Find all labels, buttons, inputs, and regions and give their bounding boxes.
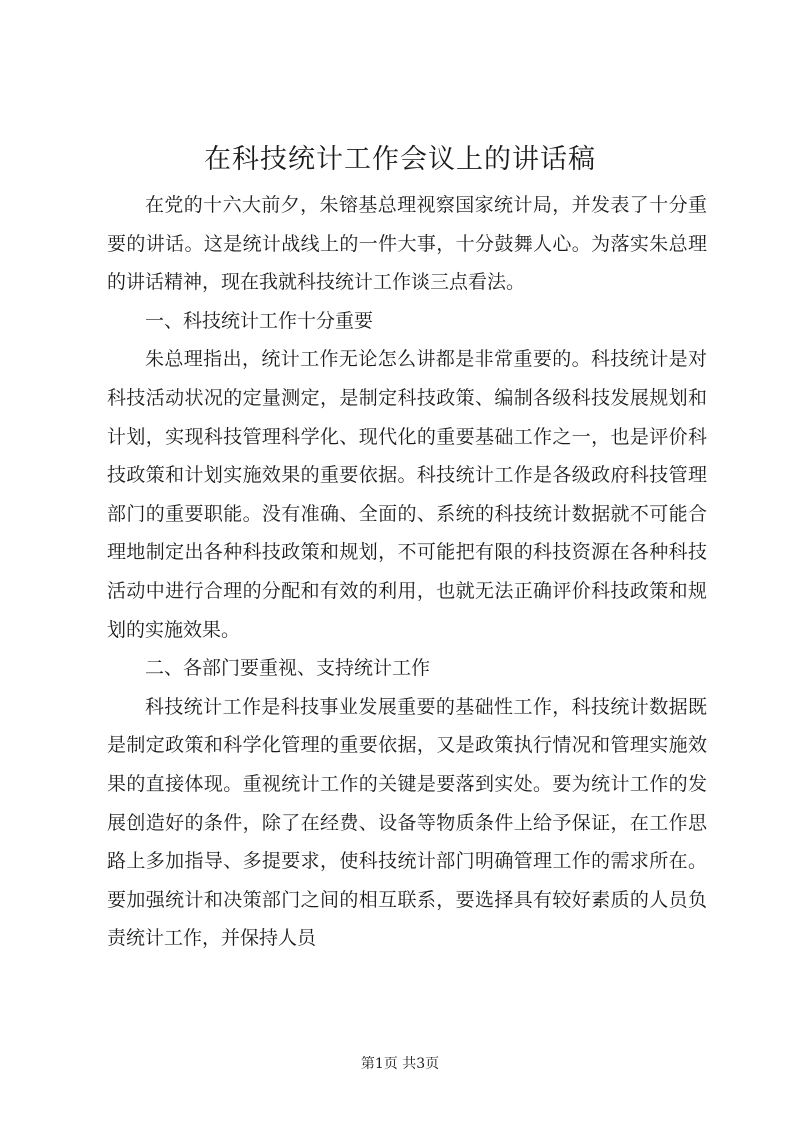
- section-heading-1: 一、科技统计工作十分重要: [145, 309, 374, 332]
- section-1-paragraph: 朱总理指出，统计工作无论怎么讲都是非常重要的。科技统计是对科技活动状况的定量测定，是制定科技政策、编制各级科技发展规划和计划，实现科技管理科学化、现代化的重要基础工作之一，也是评价科技政策和计划实施效果的重要依据。科技统计工作是各级政府科技管理部门的重要职能。没有准确、全面的、系统的科技统计数据就不可能合理地制定出各种科技政策和规划，不可能把有限的科技资源在各种科技活动中进行合理的分配和有效的利用，也就无法正确评价科技政策和规划的实施效果。: [107, 348, 707, 641]
- intro-paragraph: 在党的十六大前夕，朱镕基总理视察国家统计局，并发表了十分重要的讲话。这是统计战线上的一件大事，十分鼓舞人心。为落实朱总理的讲话精神，现在我就科技统计工作谈三点看法。: [107, 194, 707, 294]
- section-2-paragraph: 科技统计工作是科技事业发展重要的基础性工作，科技统计数据既是制定政策和科学化管理的重要依据，又是政策执行情况和管理实施效果的直接体现。重视统计工作的关键是要落到实处。要为统计工作的发展创造好的条件，除了在经费、设备等物质条件上给予保证，在工作思路上多加指导、多提要求，使科技统计部门明确管理工作的需求所在。要加强统计和决策部门之间的相互联系，要选择具有较好素质的人员负责统计工作，并保持人员: [107, 695, 707, 950]
- page-number-footer: 第1页 共3页: [360, 1056, 440, 1072]
- section-heading-2: 二、各部门要重视、支持统计工作: [145, 657, 431, 680]
- document-title: 在科技统计工作会议上的讲话稿: [204, 144, 596, 175]
- document-body: [107, 186, 707, 958]
